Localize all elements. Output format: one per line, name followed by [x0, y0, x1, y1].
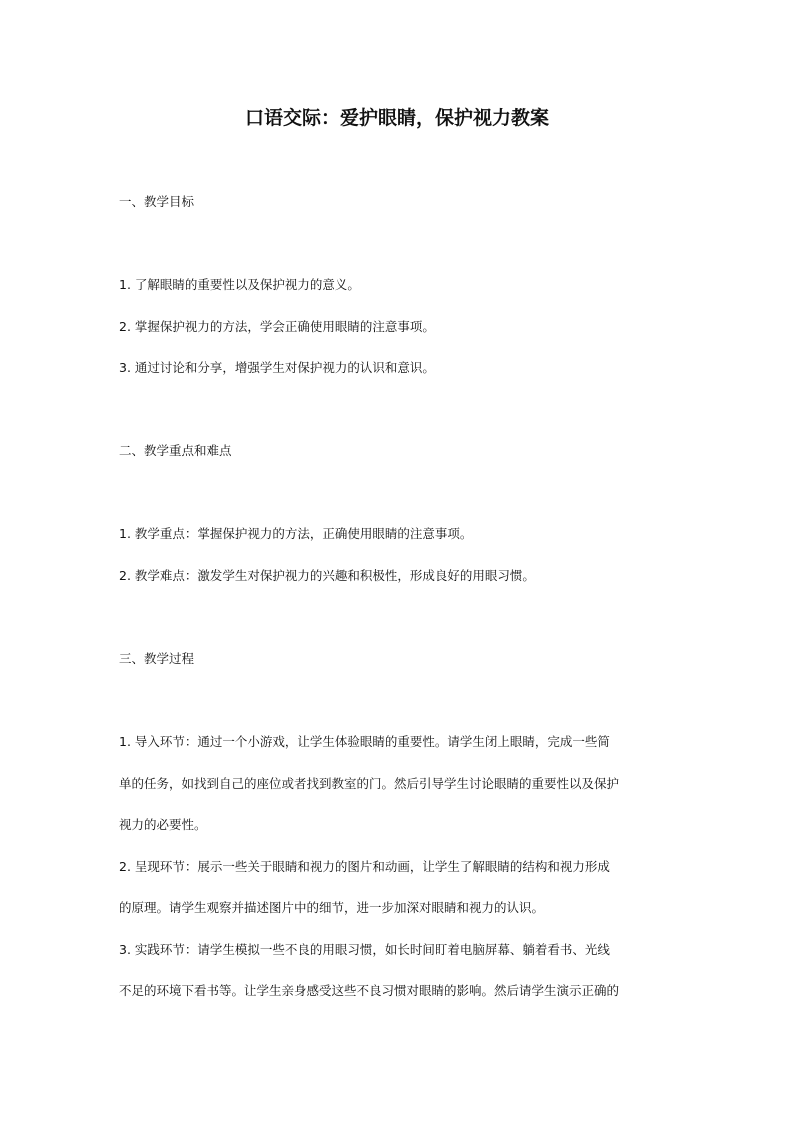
- process-step-2-line-2: 的原理。请学生观察并描述图片中的细节，进一步加深对眼睛和视力的认识。: [119, 900, 545, 915]
- section-heading-objectives: 一、教学目标: [119, 194, 195, 209]
- objective-item-1: 1. 了解眼睛的重要性以及保护视力的意义。: [119, 277, 360, 292]
- section-heading-key-points: 二、教学重点和难点: [119, 443, 232, 458]
- section-heading-process: 三、教学过程: [119, 651, 195, 666]
- process-step-3-line-2: 不足的环境下看书等。让学生亲身感受这些不良习惯对眼睛的影响。然后请学生演示正确的: [119, 983, 620, 998]
- key-point-item-2: 2. 教学难点：激发学生对保护视力的兴趣和积极性，形成良好的用眼习惯。: [119, 568, 535, 583]
- process-step-3-line-1: 3. 实践环节：请学生模拟一些不良的用眼习惯，如长时间盯着电脑屏幕、躺着看书、光线: [119, 942, 610, 957]
- process-step-2-line-1: 2. 呈现环节：展示一些关于眼睛和视力的图片和动画，让学生了解眼睛的结构和视力形成: [119, 859, 610, 874]
- process-step-1-line-2: 单的任务，如找到自己的座位或者找到教室的门。然后引导学生讨论眼睛的重要性以及保护: [119, 776, 620, 791]
- objective-item-2: 2. 掌握保护视力的方法，学会正确使用眼睛的注意事项。: [119, 319, 435, 334]
- process-step-1-line-1: 1. 导入环节：通过一个小游戏，让学生体验眼睛的重要性。请学生闭上眼睛，完成一些简: [119, 734, 610, 749]
- process-step-1-line-3: 视力的必要性。: [119, 817, 207, 832]
- page-title: 口语交际：爱护眼睛，保护视力教案: [244, 107, 549, 129]
- objective-item-3: 3. 通过讨论和分享，增强学生对保护视力的认识和意识。: [119, 360, 435, 375]
- key-point-item-1: 1. 教学重点：掌握保护视力的方法，正确使用眼睛的注意事项。: [119, 526, 473, 541]
